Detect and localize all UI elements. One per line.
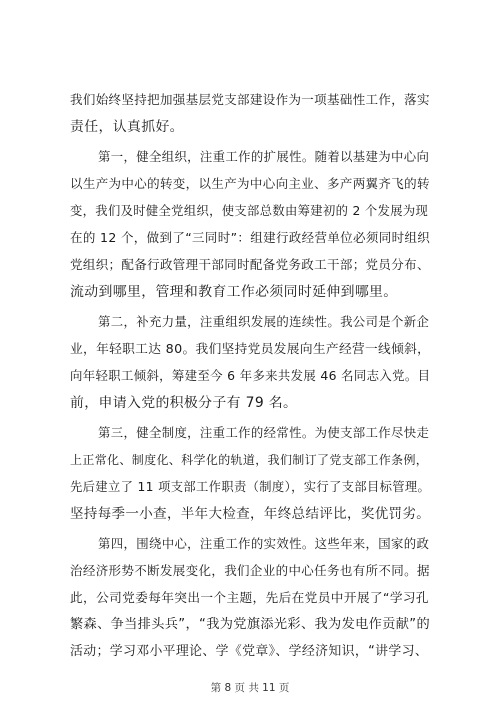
text-line-3: 第一，健全组织，注重工作的扩展性。随着以基建为中心向 [98,149,430,164]
text-line-18: 治经济形势不断发展变化，我们企业的中心任务也有所不同。据 [70,563,430,578]
text-line-17: 第四，围绕中心，注重工作的实效性。这些年来，国家的政 [98,536,430,551]
text-line-8: 流动到哪里，管理和教育工作必须同时延伸到哪里。 [70,284,398,300]
text-line-14: 上正常化、制度化、科学化的轨道，我们制订了党支部工作条例， [70,453,429,467]
text-line-7: 党组织；配备行政管理干部同时配备党务政工干部；党员分布、 [70,257,430,272]
text-line-2: 责任，认真抓好。 [70,119,184,135]
text-line-15: 先后建立了 11 项支部工作职责（制度），实行了支部目标管理。 [70,480,431,494]
text-line-16: 坚持每季一小查，半年大检查，年终总结评比，奖优罚劣。 [70,506,431,522]
page-number-footer: 第 8 页 共 11 页 [210,682,290,694]
text-line-1: 我们始终坚持把加强基层党支部建设作为一项基础性工作，落实 [70,92,430,107]
text-line-13: 第三，健全制度，注重工作的经常性。为使支部工作尽快走 [98,425,430,440]
text-line-12: 前，申请入党的积极分子有 79 名。 [70,395,298,411]
text-line-5: 变，我们及时健全党组织，使支部总数由筹建初的 2 个发展为现 [70,204,429,218]
text-line-19: 此，公司党委每年突出一个主题，先后在党员中开展了“学习孔 [70,590,429,605]
text-line-9: 第二，补充力量，注重组织发展的连续性。我公司是个新企 [98,314,430,329]
text-line-4: 以生产为中心的转变，以生产为中心向主业、多产两翼齐飞的转 [70,176,430,191]
text-line-21: 活动；学习邓小平理论、学《党章》、学经济知识，“讲学习、 [70,644,429,659]
text-line-20: 繁森、争当排头兵”，“我为党旗添光彩、我为发电作贡献”的 [70,617,430,632]
text-line-6: 在的 12 个，做到了“三同时”：组建行政经营单位必须同时组织 [70,230,431,245]
text-line-10: 业，年轻职工达 80。我们坚持党员发展向生产经营一线倾斜， [70,341,431,356]
text-line-11: 向年轻职工倾斜，筹建至今 6 年多来共发展 46 名同志入党。目 [70,368,431,383]
